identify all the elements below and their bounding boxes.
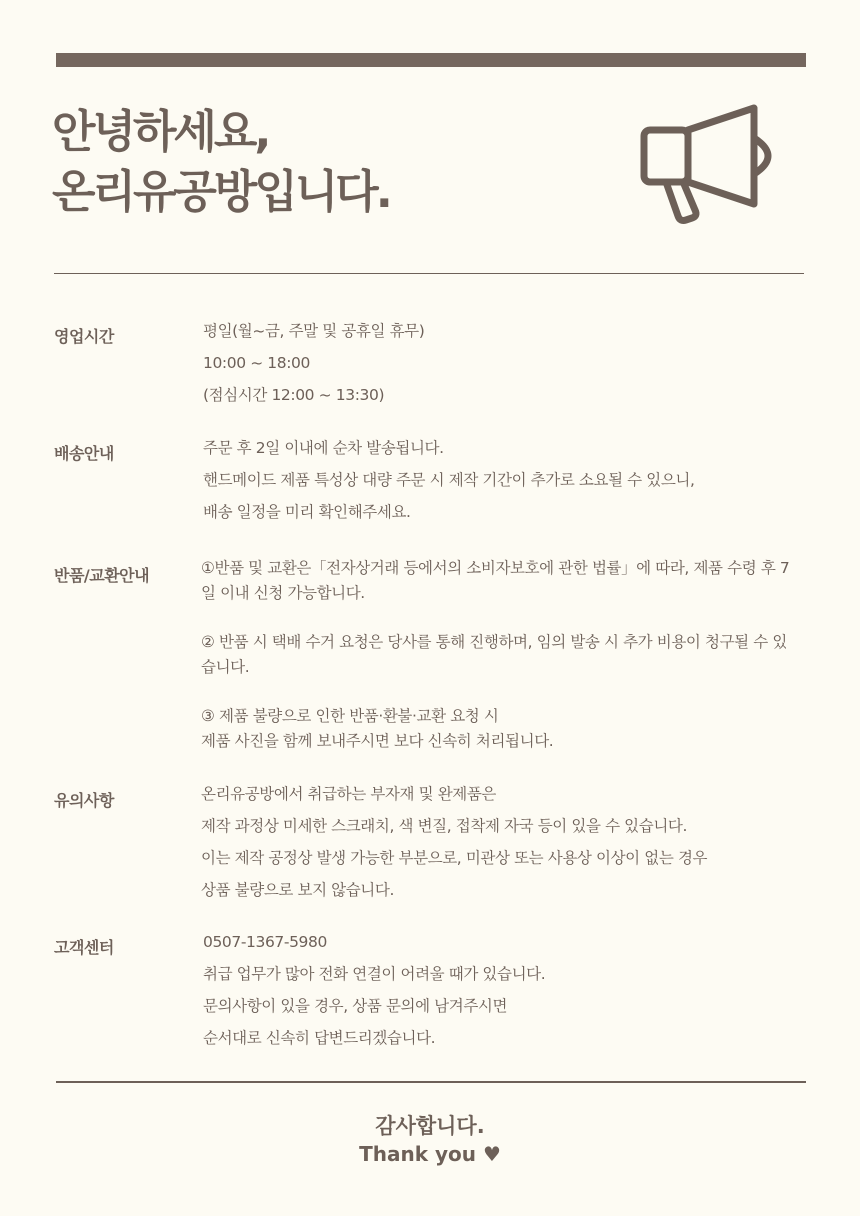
support-line: 문의사항이 있을 경우, 상품 문의에 남겨주시면 (203, 997, 508, 1015)
thanks-english: Thank you ♥ (359, 1142, 501, 1166)
returns-paragraph: ② 반품 시 택배 수거 요청은 당사를 통해 진행하며, 임의 발송 시 추가 비용이 청구될 수 있습니다. (201, 633, 787, 676)
support-line: 취급 업무가 많아 전화 연결이 어려울 때가 있습니다. (203, 965, 546, 983)
returns-paragraph: ③ 제품 불량으로 인한 반품·환불·교환 요청 시 제품 사진을 함께 보내주시면 보다 신속히 처리됩니다. (201, 707, 554, 750)
support-content (203, 926, 803, 1054)
returns-content (201, 556, 801, 754)
notice-line: 이는 제작 공정상 발생 가능한 부분으로, 미관상 또는 사용상 이상이 없는 경우 (201, 849, 708, 867)
page-title (52, 102, 572, 222)
top-decorative-bar (56, 53, 806, 67)
returns-paragraph: ①반품 및 교환은「전자상거래 등에서의 소비자보호에 관한 법률」에 따라, 제품 수령 후 7일 이내 신청 가능합니다. (201, 559, 790, 602)
title-line-2: 온리유공방입니다. (52, 165, 390, 218)
hours-line: 10:00 ~ 18:00 (203, 354, 310, 372)
support-label: 고객센터 (54, 938, 114, 957)
notice-line: 온리유공방에서 취급하는 부자재 및 완제품은 (201, 785, 496, 803)
shipping-line: 주문 후 2일 이내에 순차 발송됩니다. (203, 439, 444, 457)
notice-content (201, 778, 801, 906)
notice-label: 유의사항 (54, 791, 114, 810)
shipping-content (203, 432, 803, 528)
shipping-line: 배송 일정을 미리 확인해주세요. (203, 503, 411, 521)
notice-line: 제작 과정상 미세한 스크래치, 색 변질, 접착제 자국 등이 있을 수 있습니다. (201, 817, 687, 835)
support-line: 순서대로 신속히 답변드리겠습니다. (203, 1029, 436, 1047)
megaphone-icon (632, 100, 792, 230)
bottom-divider (56, 1081, 806, 1083)
shipping-line: 핸드메이드 제품 특성상 대량 주문 시 제작 기간이 추가로 소요될 수 있으니, (203, 471, 695, 489)
hours-line: (점심시간 12:00 ~ 13:30) (203, 386, 385, 404)
hours-label: 영업시간 (54, 327, 114, 346)
returns-label: 반품/교환안내 (54, 566, 150, 585)
hours-content (203, 315, 803, 411)
title-line-1: 안녕하세요, (52, 105, 269, 158)
support-phone: 0507-1367-5980 (203, 933, 327, 951)
top-divider (54, 273, 804, 274)
shipping-label: 배송안내 (54, 444, 114, 463)
notice-line: 상품 불량으로 보지 않습니다. (201, 881, 394, 899)
hours-line: 평일(월~금, 주말 및 공휴일 휴무) (203, 322, 425, 340)
thanks-korean: 감사합니다. (375, 1114, 485, 1138)
